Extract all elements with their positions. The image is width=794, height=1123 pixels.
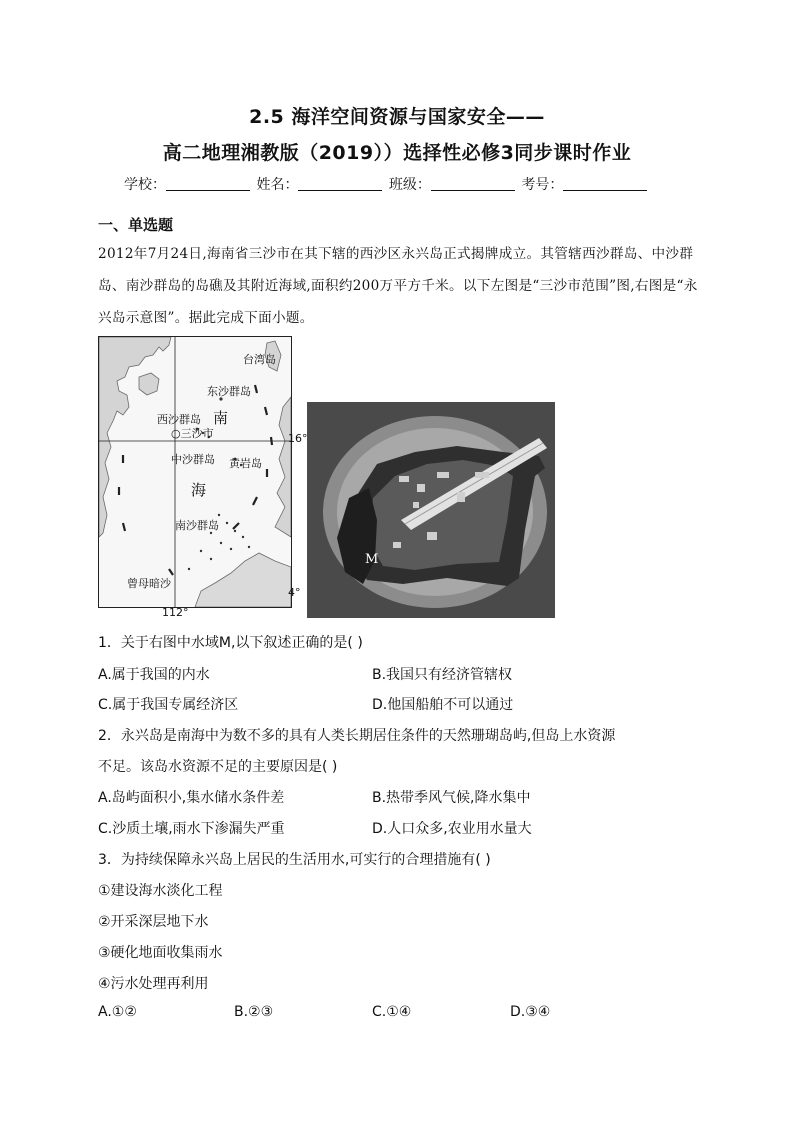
title-line-2: 高二地理湘教版（2019））选择性必修3同步课时作业 [162,142,632,164]
map-label-nan: 南 [213,409,229,427]
map-label-sansha: ○三沙市 [171,427,214,440]
sansha-map-graphic [99,337,291,607]
map-label-zhongsha: 中沙群岛 [171,453,215,466]
info-class-label: 班级： [388,177,431,193]
map-label-nansha: 南沙群岛 [175,519,219,532]
q2-option-a[interactable]: A.岛屿面积小,集水储水条件差 [98,790,285,806]
map-label-dongsha: 东沙群岛 [207,385,251,398]
question-1-stem: 1．关于右图中水域M,以下叙述正确的是( ) [98,635,363,651]
q3-option-a[interactable]: A.①② [98,1004,137,1020]
map-label-hai: 海 [191,481,207,499]
map-label-zengmu: 曾母暗沙 [127,577,171,590]
q3-item-2: ②开采深层地下水 [98,914,209,930]
map-label-xisha: 西沙群岛 [157,413,201,426]
name-blank[interactable] [298,176,382,191]
yongxing-photo-graphic [307,402,555,618]
q2-option-b[interactable]: B.热带季风气候,降水集中 [372,790,531,806]
q2-option-d[interactable]: D.人口众多,农业用水量大 [372,821,532,837]
intro-paragraph: 2012年7月24日,海南省三沙市在其下辖的西沙区永兴岛正式揭牌成立。其管辖西沙群岛、中沙群岛、南沙群岛的岛礁及其附近海域,面积约200万平方千米。以下左图是“三沙市范围”图,右图是“永兴岛示意图”。据此完成下面小题。 [98,246,698,326]
q2-option-c[interactable]: C.沙质土壤,雨水下渗漏失严重 [98,821,285,837]
school-blank[interactable] [166,176,250,191]
map-label-taiwan: 台湾岛 [243,353,276,366]
student-info-line [124,174,649,194]
q1-option-c[interactable]: C.属于我国专属经济区 [98,697,239,713]
yongxing-island-photo [307,402,555,618]
info-school-label: 学校： [124,177,166,193]
question-2-stem-line-1: 2．永兴岛是南海中为数不多的具有人类长期居住条件的天然珊瑚岛屿,但岛上水资源 [98,728,616,744]
question-3-stem: 3．为持续保障永兴岛上居民的生活用水,可实行的合理措施有( ) [98,852,491,868]
section-title: 一、单选题 [98,216,174,234]
map-lat-16: 16° [288,432,308,445]
q1-option-d[interactable]: D.他国船舶不可以通过 [372,697,514,713]
q3-item-1: ①建设海水淡化工程 [98,883,223,899]
map-lat-4: 4° [288,586,301,599]
title-line-1: 2.5 海洋空间资源与国家安全—— [249,106,545,128]
info-number-label: 考号： [521,177,564,193]
sansha-map [98,336,292,608]
q3-item-3: ③硬化地面收集雨水 [98,945,223,961]
q3-option-b[interactable]: B.②③ [234,1004,274,1020]
class-blank[interactable] [431,176,515,191]
water-area-m-label: M [365,552,379,567]
q1-option-a[interactable]: A.属于我国的内水 [98,667,210,683]
number-blank[interactable] [563,176,647,191]
q3-item-4: ④污水处理再利用 [98,976,209,992]
map-label-huangyan: 黄岩岛 [229,457,262,470]
info-name-label: 姓名： [256,177,299,193]
q3-option-d[interactable]: D.③④ [510,1004,551,1020]
q3-option-c[interactable]: C.①④ [372,1004,412,1020]
sansha-city-label: 三沙市 [180,427,214,440]
question-2-stem-line-2: 不足。该岛水资源不足的主要原因是( ) [98,759,338,775]
q1-option-b[interactable]: B.我国只有经济管辖权 [372,667,513,683]
map-lon-112: 112° [162,606,189,619]
